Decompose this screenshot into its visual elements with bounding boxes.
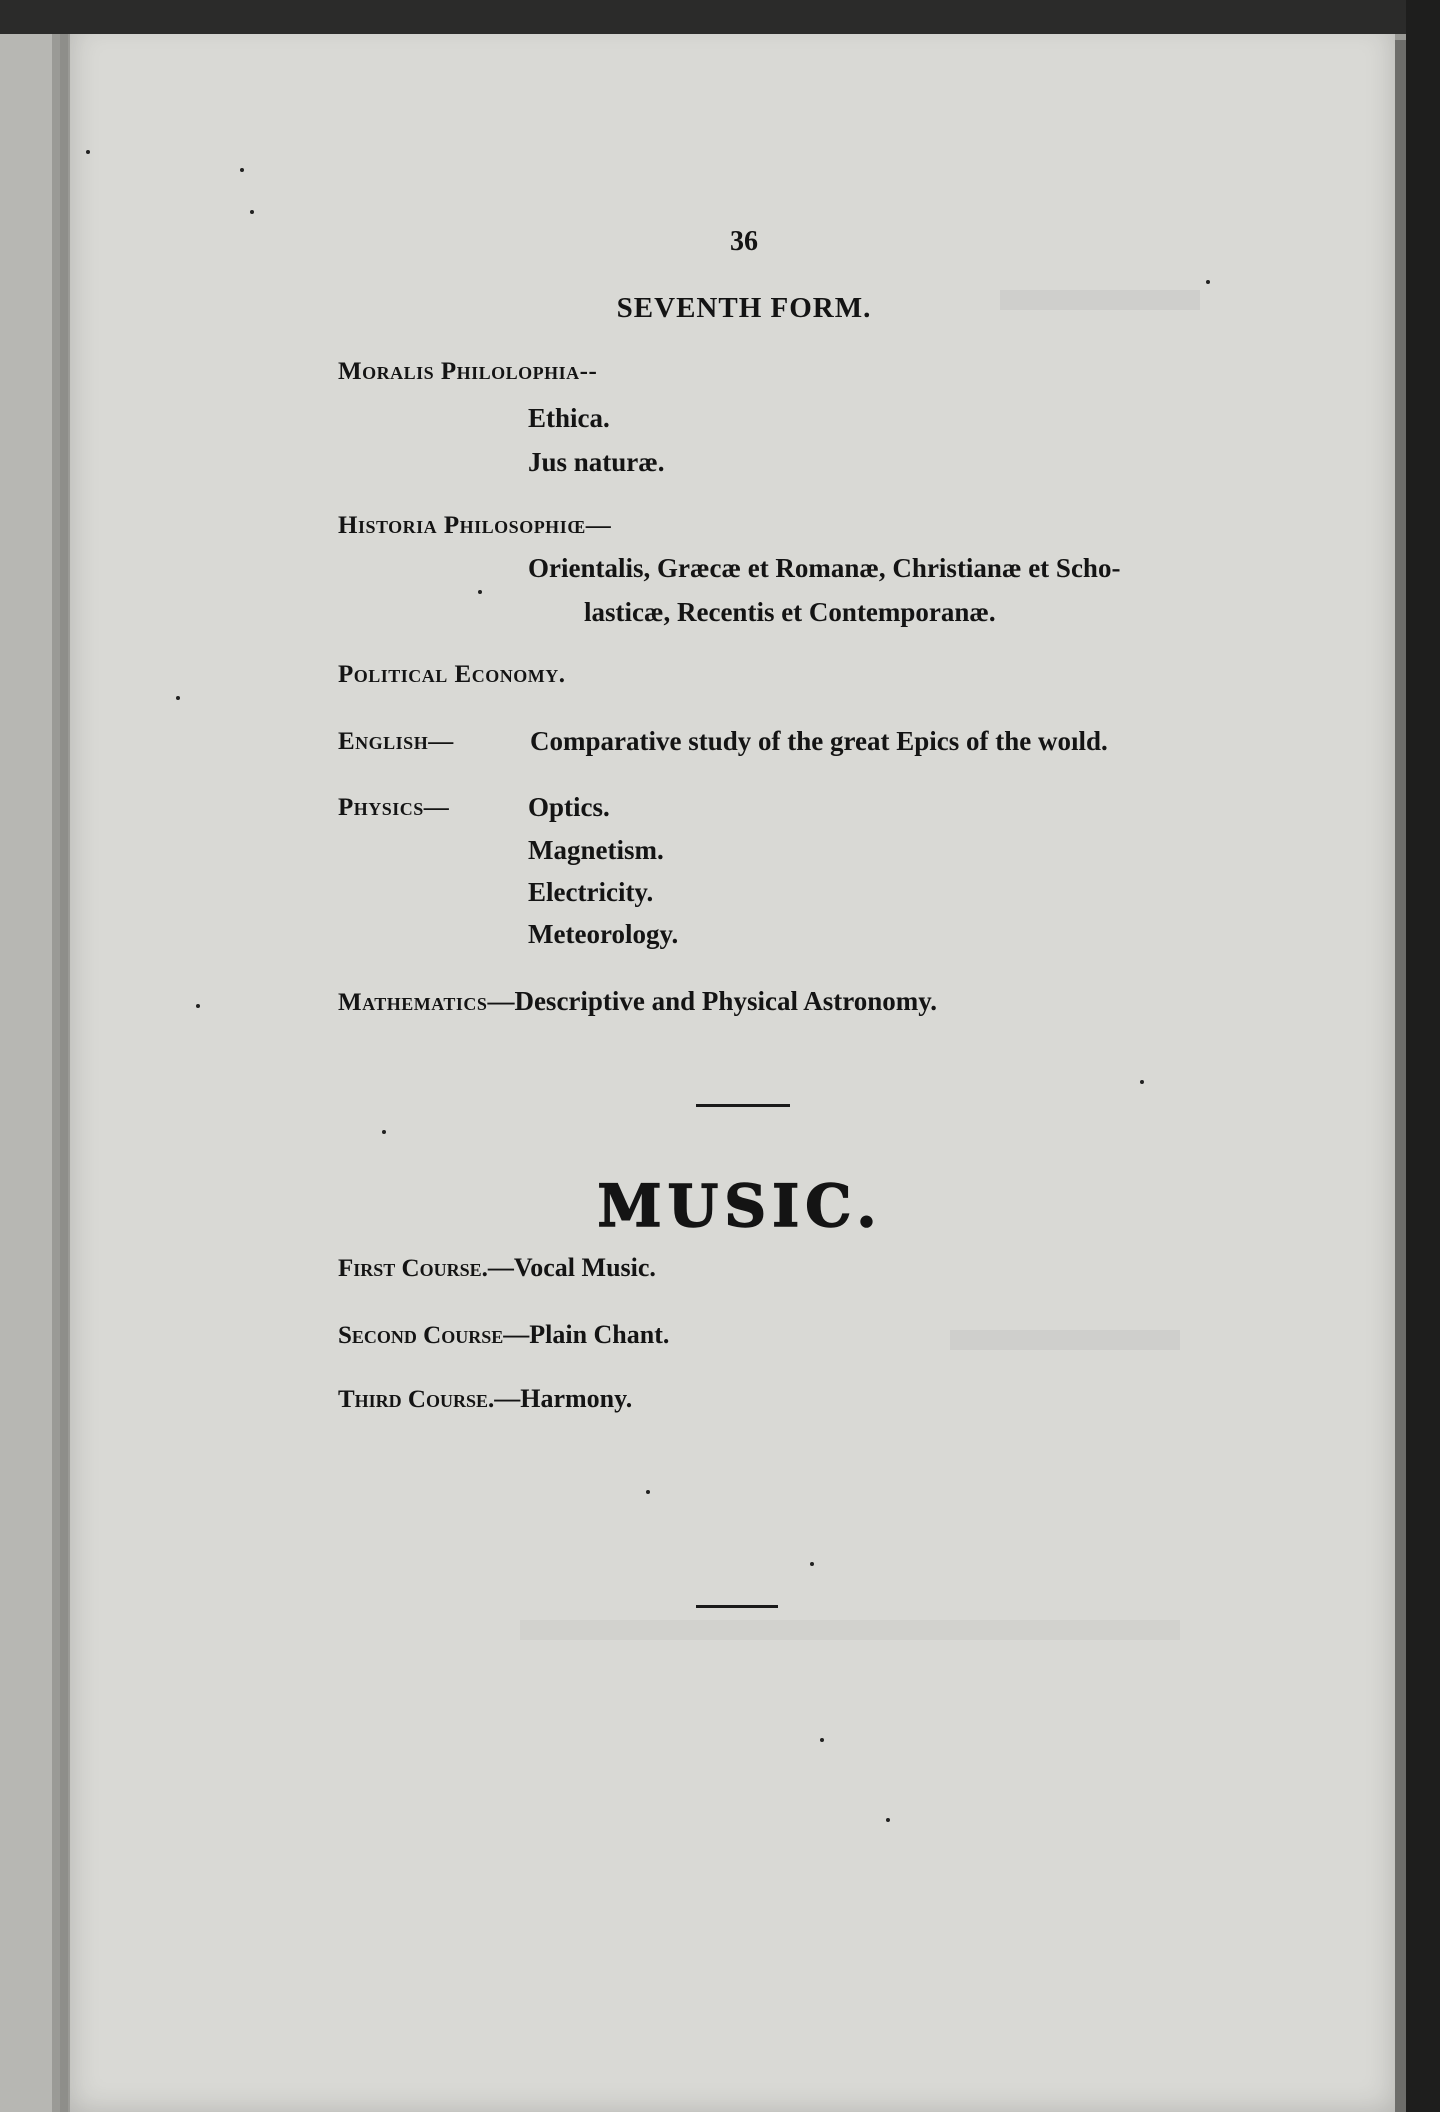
bottom-divider: [696, 1605, 778, 1608]
mathematics-line: [338, 986, 937, 1017]
course-name: First Course.: [338, 1255, 488, 1282]
speck: [820, 1738, 824, 1742]
mathematics-heading: Mathematics: [338, 989, 488, 1016]
physics-item: Magnetism.: [528, 835, 664, 865]
speck: [646, 1490, 650, 1494]
section-title: SEVENTH FORM.: [616, 292, 872, 324]
music-course: [338, 1253, 656, 1283]
speck: [886, 1818, 890, 1822]
historia-heading: Historia Philosophiœ—: [338, 512, 612, 539]
speck: [1206, 280, 1210, 284]
page-number: 36: [730, 226, 758, 257]
speck: [86, 150, 90, 154]
speck: [810, 1562, 814, 1566]
english-text: Comparative study of the great Epics of the woıld.: [530, 726, 1108, 756]
historia-line: lasticæ, Recentis et Contemporanæ.: [584, 597, 996, 627]
course-text: —Vocal Music.: [487, 1253, 656, 1282]
physics-item: Electricity.: [528, 877, 654, 907]
course-text: —Plain Chant.: [503, 1320, 670, 1349]
speck: [478, 590, 482, 594]
historia-line: Orientalis, Græcæ et Romanæ, Christianæ et Scho-: [528, 553, 1121, 583]
mathematics-text: —Descriptive and Physical Astronomy.: [487, 986, 937, 1016]
music-course: [338, 1320, 669, 1350]
physics-item: Optics.: [528, 792, 610, 822]
physics-item: Meteorology.: [528, 919, 679, 949]
speck: [196, 1004, 200, 1008]
speck: [250, 210, 254, 214]
moralis-item: Jus naturæ.: [528, 447, 665, 477]
speck: [382, 1130, 386, 1134]
moralis-item: Ethica.: [528, 403, 610, 433]
section-divider: [696, 1104, 790, 1107]
physics-heading: Physics—: [338, 794, 450, 821]
speck: [240, 168, 244, 172]
course-name: Second Course: [338, 1322, 504, 1349]
music-course: [338, 1384, 632, 1414]
political-economy-heading: Political Economy.: [338, 661, 566, 688]
music-title: MUSIC.: [597, 1172, 883, 1240]
speck: [1140, 1080, 1144, 1084]
english-heading: English—: [338, 728, 454, 755]
moralis-heading: Moralis Philolophia--: [338, 358, 598, 385]
speck: [176, 696, 180, 700]
course-text: —Harmony.: [494, 1384, 633, 1413]
course-name: Third Course.: [338, 1386, 495, 1413]
